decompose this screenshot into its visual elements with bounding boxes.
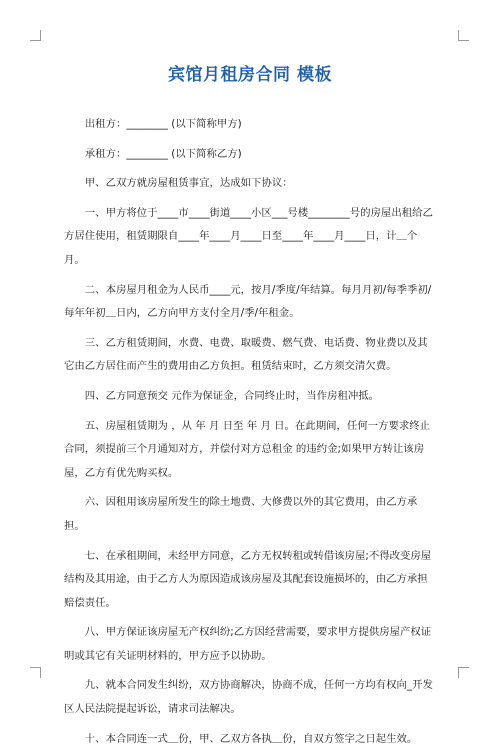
paragraph-lessor: 出租方：________ (以下简称甲方)	[84, 118, 242, 130]
crop-mark-top-left	[30, 30, 41, 41]
clause-5: 五、房屋租赁期为 ，从 年 月 日至 年 月 日。在此期间，任何一方要求终止合同，须提前三个月通知对方，并偿付对方总租金 的违约金;如果甲方转让该房屋，乙方有优先购买权。	[64, 419, 431, 479]
clause-9: 九、就本合同发生纠纷，双方协商解决，协商不成，任何一方均有权向_开发区人民法院提起诉讼，请求司法解决。	[64, 679, 433, 716]
clause-1: 一、甲方将位于____市____街道____小区___号楼________号的房屋出租给乙方居住使用，租赁期限自____年____月____日至____年____月____日，计＿个月。	[64, 206, 433, 266]
crop-mark-top-right	[458, 30, 469, 41]
contract-body	[64, 113, 436, 751]
clause-4: 四、乙方同意预交 元作为保证金，合同终止时，当作房租冲抵。	[84, 389, 380, 402]
crop-mark-bottom-right	[458, 667, 469, 678]
clause-8: 八、甲方保证该房屋无产权纠纷;乙方因经营需要，要求甲方提供房屋产权证明或其它有关证明材料的，甲方应予以协助。	[64, 626, 432, 662]
clause-6: 六、因租用该房屋所发生的除土地费、大修费以外的其它费用，由乙方承担。	[64, 496, 418, 532]
document-title: 宾馆月租房合同 模板	[168, 65, 332, 85]
paragraph-intro: 甲、乙双方就房屋租赁事宜，达成如下协议：	[84, 177, 293, 190]
clause-2: 二、本房屋月租金为人民币____元，按月/季度/年结算。每月月初/每季季初/每年年初＿日内，乙方向甲方支付全月/季/年租金。	[64, 283, 432, 320]
crop-mark-bottom-left	[30, 667, 41, 678]
clause-7: 七、在承租期间，未经甲方同意，乙方无权转租或转借该房屋;不得改变房屋结构及其用途，由于乙方人为原因造成该房屋及其配套设施损坏的，由乙方承担赔偿责任。	[64, 549, 432, 609]
paragraph-lessee: 承租方：________ (以下简称乙方)	[84, 147, 242, 160]
clause-3: 三、乙方租赁期间，水费、电费、取暖费、燃气费、电话费、物业费以及其它由乙方居住而产生的费用由乙方负担。租赁结束时，乙方须交清欠费。	[64, 336, 428, 373]
clause-10: 十、本合同连一式＿份，甲、乙双方各执＿份，自双方签字之日起生效。	[84, 732, 418, 745]
